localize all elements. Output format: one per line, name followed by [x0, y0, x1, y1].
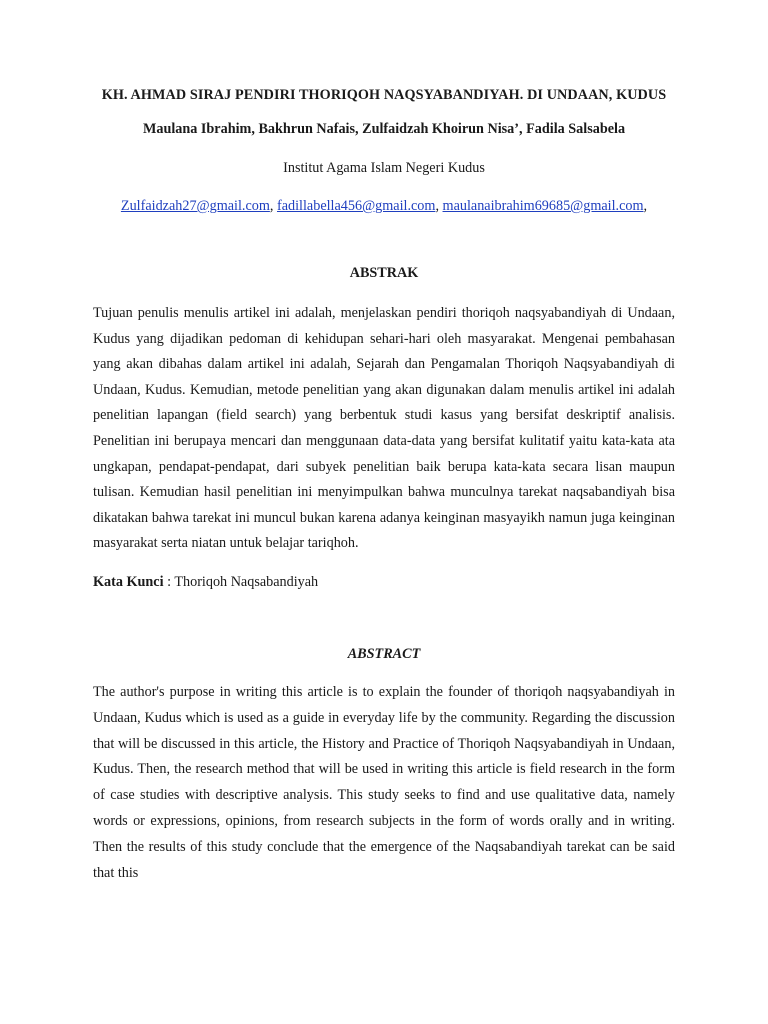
author-list: Maulana Ibrahim, Bakhrun Nafais, Zulfaidzah Khoirun Nisa’, Fadila Salsabela [142, 121, 626, 137]
abstrak-heading: ABSTRAK [349, 265, 419, 281]
email-list [93, 197, 675, 216]
email-trailing-comma: , [643, 198, 648, 214]
paper-title: KH. AHMAD SIRAJ PENDIRI THORIQOH NAQSYABANDIYAH. DI UNDAAN, KUDUS [101, 87, 667, 103]
email-link-3[interactable]: maulanaibrahim69685@gmail.com [442, 198, 644, 214]
email-link-1[interactable]: Zulfaidzah27@gmail.com [120, 198, 270, 214]
email-separator: , [435, 198, 443, 214]
institution: Institut Agama Islam Negeri Kudus [283, 160, 485, 176]
abstrak-body: Tujuan penulis menulis artikel ini adalah, menjelaskan pendiri thoriqoh naqsyabandiyah di Undaan, Kudus yang dijadikan pedoman di kehidupan sehari-hari oleh masyarakat. Mengenai pembahasan yang akan dibahas dalam artikel ini adalah, Sejarah dan Pengamalan Thoriqoh Naqsyabandiyah di Undaan, Kudus. Kemudian, metode penelitian yang akan digunakan dalam menulis artikel ini adalah penelitian lapangan (field search) yang berbentuk studi kasus yang bersifat deskriptif analisis. Penelitian ini berupaya mencari dan menggunaan data-data yang bersifat kulitatif yaitu kata-kata ata ungkapan, pendapat-pendapat, dari subyek penelitian baik berupa kata-kata secara lisan maupun tulisan. Kemudian hasil penelitian ini menyimpulkan bahwa munculnya tarekat naqsabandiyah bisa dikatakan bahwa tarekat ini muncul bukan karena adanya keinginan masyayikh namun juga keinginan masyarakat serta niatan untuk belajar tariqhoh. [93, 305, 675, 552]
email-separator: , [269, 198, 277, 214]
keywords-value: : Thoriqoh Naqsabandiyah [163, 573, 319, 590]
abstract-heading: ABSTRACT [347, 645, 421, 662]
abstract-body: The author's purpose in writing this article is to explain the founder of thoriqoh naqsyabandiyah in Undaan, Kudus which is used as a guide in everyday life by the community. Regarding the discussion that will be discussed in this article, the History and Practice of Thoriqoh Naqsyabandiyah in Undaan, Kudus. Then, the research method that will be used in writing this article is field research in the form of case studies with descriptive analysis. This study seeks to find and use qualitative data, namely words or expressions, opinions, from research subjects in the form of words orally and in writing. Then the results of this study conclude that the emergence of the Naqsabandiyah tarekat can be said that this [93, 683, 675, 881]
keywords-line [93, 573, 675, 592]
keywords-label: Kata Kunci [93, 573, 164, 590]
email-link-2[interactable]: fadillabella456@gmail.com [276, 198, 436, 214]
